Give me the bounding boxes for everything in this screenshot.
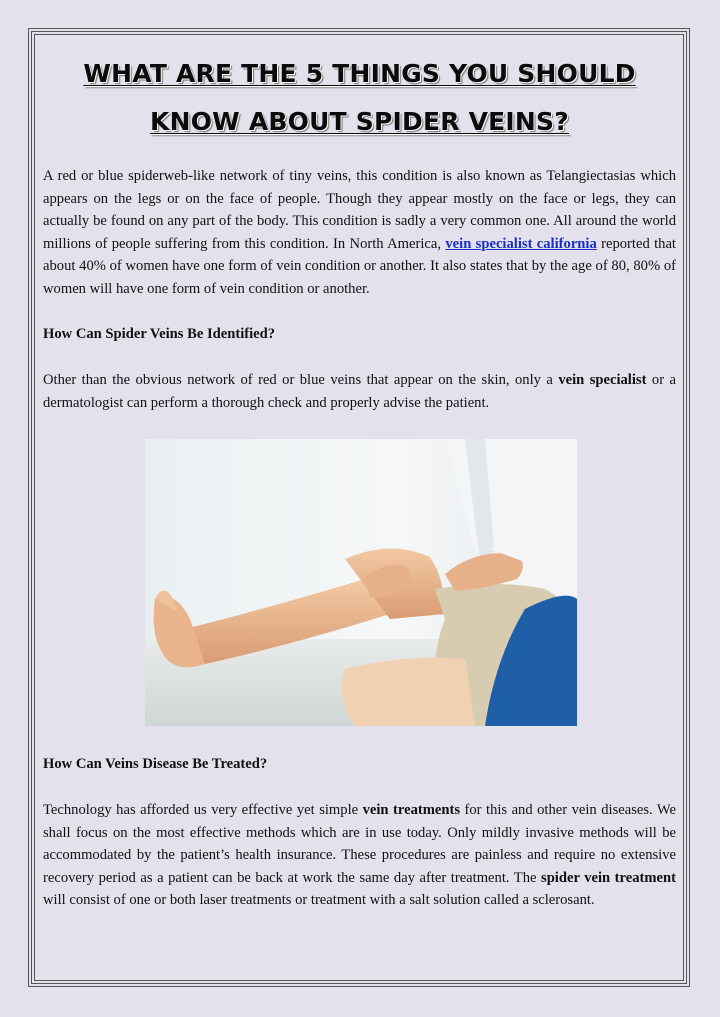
leg-examination-photo	[145, 439, 577, 726]
section2-text-b: for this and other vein diseases. We shall focus on the most effective methods which are in use today. Only mildly invasive methods will be accommodated by the patient’s health insurance. These procedures are painless and require no extensive recovery period as a patient can be back at work the same day after treatment. The	[43, 802, 676, 886]
section2-text-c: will consist of one or both laser treatments or treatment with a salt solution called a sclerosant.	[43, 892, 595, 908]
section2-bold-1: vein treatments	[362, 802, 461, 818]
section2-bold-2: spider vein treatment	[541, 869, 676, 886]
section1-text-b: or a dermatologist can perform a thorough check and properly advise the patient.	[43, 372, 676, 411]
section1-text-a: Other than the obvious network of red or blue veins that appear on the skin, only a	[43, 372, 559, 388]
title-line-1: WHAT ARE THE 5 THINGS YOU SHOULD	[83, 59, 636, 88]
intro-paragraph	[43, 165, 676, 300]
section2-text-a: Technology has afforded us very effective yet simple	[43, 802, 363, 818]
page-title	[43, 50, 676, 146]
document-body	[43, 50, 676, 912]
section1-paragraph	[43, 369, 676, 414]
vein-specialist-link[interactable]: vein specialist california	[445, 235, 597, 252]
intro-text-b: reported that about 40% of women have one form of vein condition or another. It also states that by the age of 80, 80% of women will have one form of vein condition or another.	[43, 235, 676, 297]
section1-bold: vein specialist	[558, 372, 647, 388]
section2-paragraph	[43, 799, 676, 912]
section2-heading: How Can Veins Disease Be Treated?	[43, 756, 268, 772]
section1-heading: How Can Spider Veins Be Identified?	[43, 326, 276, 342]
title-line-2: KNOW ABOUT SPIDER VEINS?	[150, 107, 569, 136]
intro-text-a: A red or blue spiderweb-like network of tiny veins, this condition is also known as Telangiectasias which appears on the legs or on the face of people. Though they appear mostly on the face or legs, they can actually be found on any part of the body. This condition is sadly a very common one. All around the world millions of people suffering from this condition. In North America,	[43, 168, 676, 252]
